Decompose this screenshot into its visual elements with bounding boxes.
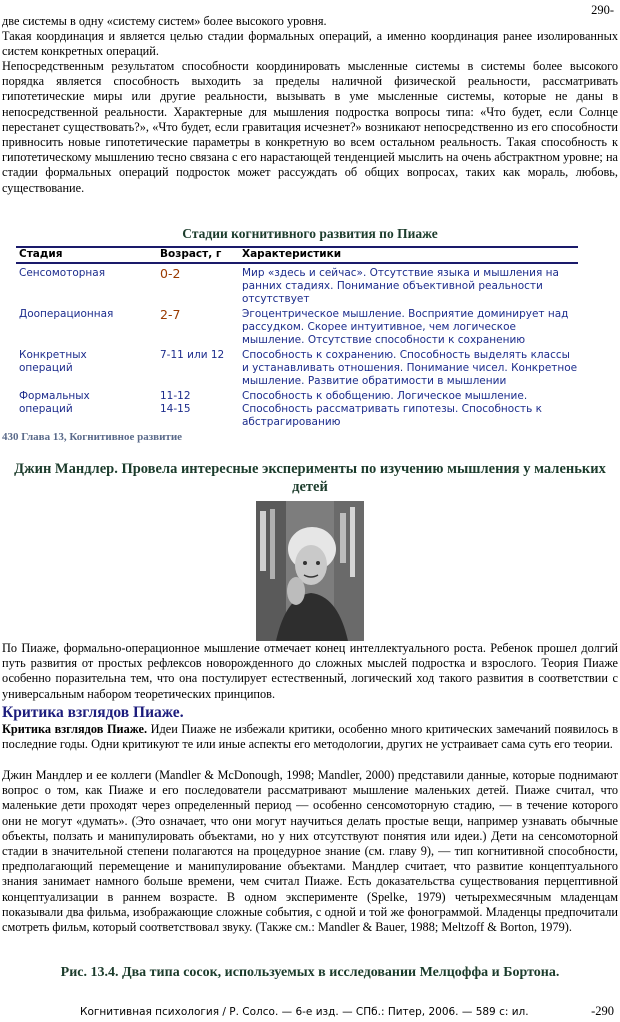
portrait-photo — [256, 501, 364, 641]
table-title: Стадии когнитивного развития по Пиаже — [182, 226, 438, 241]
footer-citation: Когнитивная психология / Р. Солсо. — 6-е изд. — СПб.: Питер, 2006. — 589 с: ил. — [80, 1006, 529, 1018]
table-row — [16, 267, 578, 305]
section-heading: Критика взглядов Пиаже. — [2, 704, 184, 721]
header-characteristics: Характеристики — [242, 248, 342, 260]
critique-paragraph — [2, 722, 618, 752]
page-number-bottom: -290 — [591, 1004, 614, 1018]
paragraph-after-photo: По Пиаже, формально-операционное мышление отмечает конец интеллектуального роста. Ребенок прошел долгий путь развития от простых рефлексов новорожденного до сложных мыслей подростка и взрослого. Теория Пиаже особенно поразительна тем, что она постулирует естественный, логический ход такого развития в соответствии с универсальным набором теоретических принципов. — [2, 641, 618, 701]
cell-stage: Формальных операций — [19, 390, 90, 415]
mandler-paragraph: Джин Мандлер и ее коллеги (Mandler & McDonough, 1998; Mandler, 2000) представили данные, которые поднимают вопрос о том, как Пиаже и его последователи рассматривают мышление маленьких детей. Пиаже считал, что маленькие дети проходят через определенный период — особенно сенсомоторную стадию, — в течение которого они не могут «думать». (Это означает, что они могут научиться делать простые вещи, например узнавать обычные объекты, ползать и манипулировать объектами, но у них отсутствуют понятия или идеи.) Дети на сенсомоторной стадии в значительной степени полагаются на процедурное знание (см. главу 9), — тип когнитивной способности, предполагающий перемещение и манипулирование объектами. Мандлер считает, что развитие концептуального знания занимает намного больше времени, чем считал Пиаже. Есть доказательства существования перцептивной концептуализации в раннем возрасте. В одном эксперименте (Spelke, 1979) четырехмесячным младенцам показывали два фильма, изображающие сложные события, с одной и той же фонограммой. Младенцы предпочитали смотреть фильм, который соответствовал звуку. (Также см.: Mandler & Bauer, 1988; Meltzoff & Borton, 1979). — [2, 768, 618, 935]
cell-age: 2-7 — [160, 307, 181, 322]
table-row — [16, 390, 578, 430]
critique-text: Идеи Пиаже не избежали критики, особенно много критических замечаний появилось в последние годы. Одни критикуют те или иные аспекты его методологии, других не устраивает сама суть его теории. — [2, 722, 619, 752]
chapter-caption: 430 Глава 13, Когнитивное развитие — [2, 431, 183, 443]
figure-caption: Рис. 13.4. Два типа сосок, используемых в исследовании Мелцоффа и Бортона. — [60, 965, 560, 980]
cell-age: 7-11 или 12 — [160, 349, 225, 361]
cell-age: 11-12 14-15 — [160, 390, 191, 415]
photo-heading: Джин Мандлер. Провела интересные эксперименты по изучению мышления у маленьких детей — [14, 461, 606, 495]
cell-description: Способность к сохранению. Способность выделять классы и устанавливать отношения. Понимание чисел. Конкретное мышление. Развитие обратимости в мышлении — [242, 349, 578, 387]
portrait-image — [256, 501, 364, 641]
cell-description: Эгоцентрическое мышление. Восприятие доминирует над рассудком. Скорее интуитивное, чем логическое мышление. Отсутствие способности к сохранению — [242, 308, 569, 346]
cell-stage: Сенсомоторная — [19, 267, 106, 279]
table-header — [16, 248, 578, 264]
cell-description: Мир «здесь и сейчас». Отсутствие языка и мышления на ранних стадиях. Понимание объективной реальности отсутствует — [242, 267, 559, 305]
paragraph-3: Непосредственным результатом способности координировать мысленные системы в системы более высокого порядка является способность выходить за пределы наличной физической реальности, рассматривать гипотетические миры или другие реальности, вызывать в уме мысленные системы, которые не даны в непосредственной реальности. Характерные для мышления подростка вопросы типа: «Что будет, если Солнце перестанет существовать?», «Что будет, если гравитация исчезнет?» возникают непосредственно из его способности привносить новые гипотетические параметры в конкретную во всем остальном реальность. Такая способность к гипотетическому мышлению тесно связана с его нарастающей тенденцией мыслить на очень абстрактном уровне; на стадии формальных операций подросток может рассуждать об общих вопросах, таких как мораль, любовь, существование. — [2, 59, 618, 195]
paragraph-1: две системы в одну «систему систем» более высокого уровня. — [2, 14, 327, 28]
table-row — [16, 349, 578, 387]
header-age: Возраст, г — [160, 248, 222, 260]
table-row — [16, 308, 578, 346]
cell-stage: Дооперационная — [19, 308, 114, 320]
critique-lead: Критика взглядов Пиаже. — [2, 722, 148, 736]
paragraph-2: Такая координация и является целью стадии формальных операций, а именно координация ранее изолированных систем конкретных операций. — [2, 29, 618, 59]
page-number-top: 290- — [591, 3, 614, 17]
cell-age: 0-2 — [160, 266, 181, 281]
cell-description: Способность к обобщению. Логическое мышление. Способность рассматривать гипотезы. Способность к абстрагированию — [242, 390, 542, 428]
cell-stage: Конкретных операций — [19, 349, 87, 374]
header-stage: Стадия — [19, 248, 63, 260]
stages-table — [16, 246, 578, 430]
